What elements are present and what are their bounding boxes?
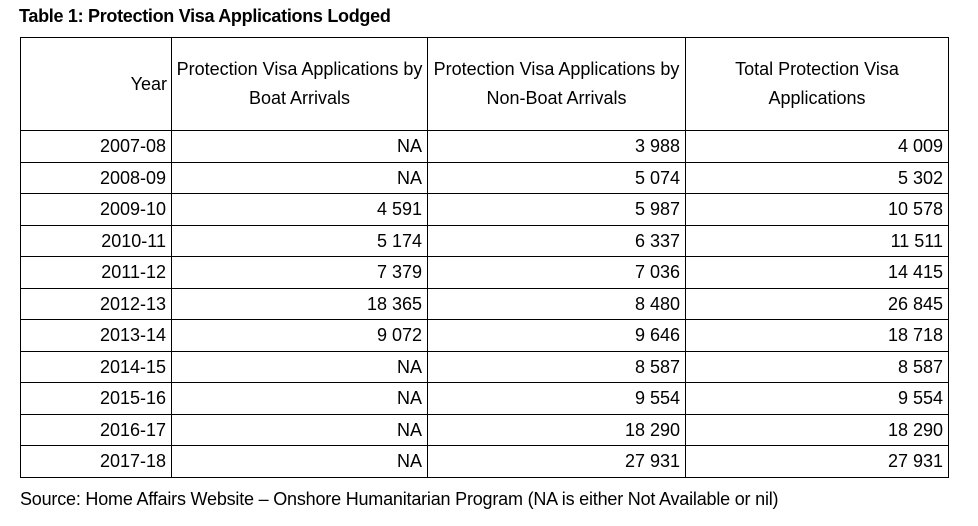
cell-year: 2008-09 bbox=[21, 162, 172, 194]
header-total-applications: Total Protection Visa Applications bbox=[686, 38, 949, 131]
cell-total-applications: 5 302 bbox=[686, 162, 949, 194]
cell-non-boat-arrivals: 3 988 bbox=[428, 131, 686, 163]
table-title: Table 1: Protection Visa Applications Lodged bbox=[19, 6, 391, 26]
cell-boat-arrivals: NA bbox=[172, 414, 428, 446]
table-body bbox=[21, 131, 949, 478]
cell-boat-arrivals: NA bbox=[172, 446, 428, 478]
cell-non-boat-arrivals: 8 587 bbox=[428, 351, 686, 383]
cell-total-applications: 9 554 bbox=[686, 383, 949, 415]
table-row bbox=[21, 288, 949, 320]
cell-total-applications: 10 578 bbox=[686, 194, 949, 226]
cell-year: 2015-16 bbox=[21, 383, 172, 415]
cell-boat-arrivals: 18 365 bbox=[172, 288, 428, 320]
cell-non-boat-arrivals: 7 036 bbox=[428, 257, 686, 289]
cell-non-boat-arrivals: 9 646 bbox=[428, 320, 686, 352]
protection-visa-table bbox=[20, 37, 949, 478]
header-boat-arrivals: Protection Visa Applications by Boat Arrivals bbox=[172, 38, 428, 131]
cell-non-boat-arrivals: 6 337 bbox=[428, 225, 686, 257]
cell-total-applications: 14 415 bbox=[686, 257, 949, 289]
table-row bbox=[21, 351, 949, 383]
cell-year: 2010-11 bbox=[21, 225, 172, 257]
table-row bbox=[21, 194, 949, 226]
cell-non-boat-arrivals: 18 290 bbox=[428, 414, 686, 446]
cell-total-applications: 11 511 bbox=[686, 225, 949, 257]
cell-year: 2007-08 bbox=[21, 131, 172, 163]
cell-total-applications: 4 009 bbox=[686, 131, 949, 163]
header-row bbox=[21, 38, 949, 131]
table-row bbox=[21, 131, 949, 163]
cell-year: 2009-10 bbox=[21, 194, 172, 226]
cell-non-boat-arrivals: 5 074 bbox=[428, 162, 686, 194]
table-row bbox=[21, 162, 949, 194]
cell-boat-arrivals: 7 379 bbox=[172, 257, 428, 289]
cell-non-boat-arrivals: 27 931 bbox=[428, 446, 686, 478]
cell-boat-arrivals: 9 072 bbox=[172, 320, 428, 352]
cell-year: 2014-15 bbox=[21, 351, 172, 383]
cell-year: 2017-18 bbox=[21, 446, 172, 478]
cell-boat-arrivals: NA bbox=[172, 131, 428, 163]
cell-year: 2016-17 bbox=[21, 414, 172, 446]
cell-total-applications: 26 845 bbox=[686, 288, 949, 320]
cell-total-applications: 18 290 bbox=[686, 414, 949, 446]
cell-total-applications: 18 718 bbox=[686, 320, 949, 352]
cell-non-boat-arrivals: 9 554 bbox=[428, 383, 686, 415]
table-row bbox=[21, 414, 949, 446]
cell-boat-arrivals: NA bbox=[172, 351, 428, 383]
table-row bbox=[21, 320, 949, 352]
cell-total-applications: 8 587 bbox=[686, 351, 949, 383]
table-row bbox=[21, 446, 949, 478]
table-row bbox=[21, 225, 949, 257]
cell-year: 2011-12 bbox=[21, 257, 172, 289]
cell-total-applications: 27 931 bbox=[686, 446, 949, 478]
cell-boat-arrivals: 4 591 bbox=[172, 194, 428, 226]
cell-non-boat-arrivals: 8 480 bbox=[428, 288, 686, 320]
cell-year: 2013-14 bbox=[21, 320, 172, 352]
table-row bbox=[21, 257, 949, 289]
cell-boat-arrivals: NA bbox=[172, 383, 428, 415]
table-row bbox=[21, 383, 949, 415]
header-non-boat-arrivals: Protection Visa Applications by Non-Boat Arrivals bbox=[428, 38, 686, 131]
cell-non-boat-arrivals: 5 987 bbox=[428, 194, 686, 226]
source-note: Source: Home Affairs Website – Onshore Humanitarian Program (NA is either Not Available or nil) bbox=[20, 489, 779, 509]
cell-boat-arrivals: 5 174 bbox=[172, 225, 428, 257]
cell-year: 2012-13 bbox=[21, 288, 172, 320]
cell-boat-arrivals: NA bbox=[172, 162, 428, 194]
header-year: Year bbox=[21, 38, 172, 131]
